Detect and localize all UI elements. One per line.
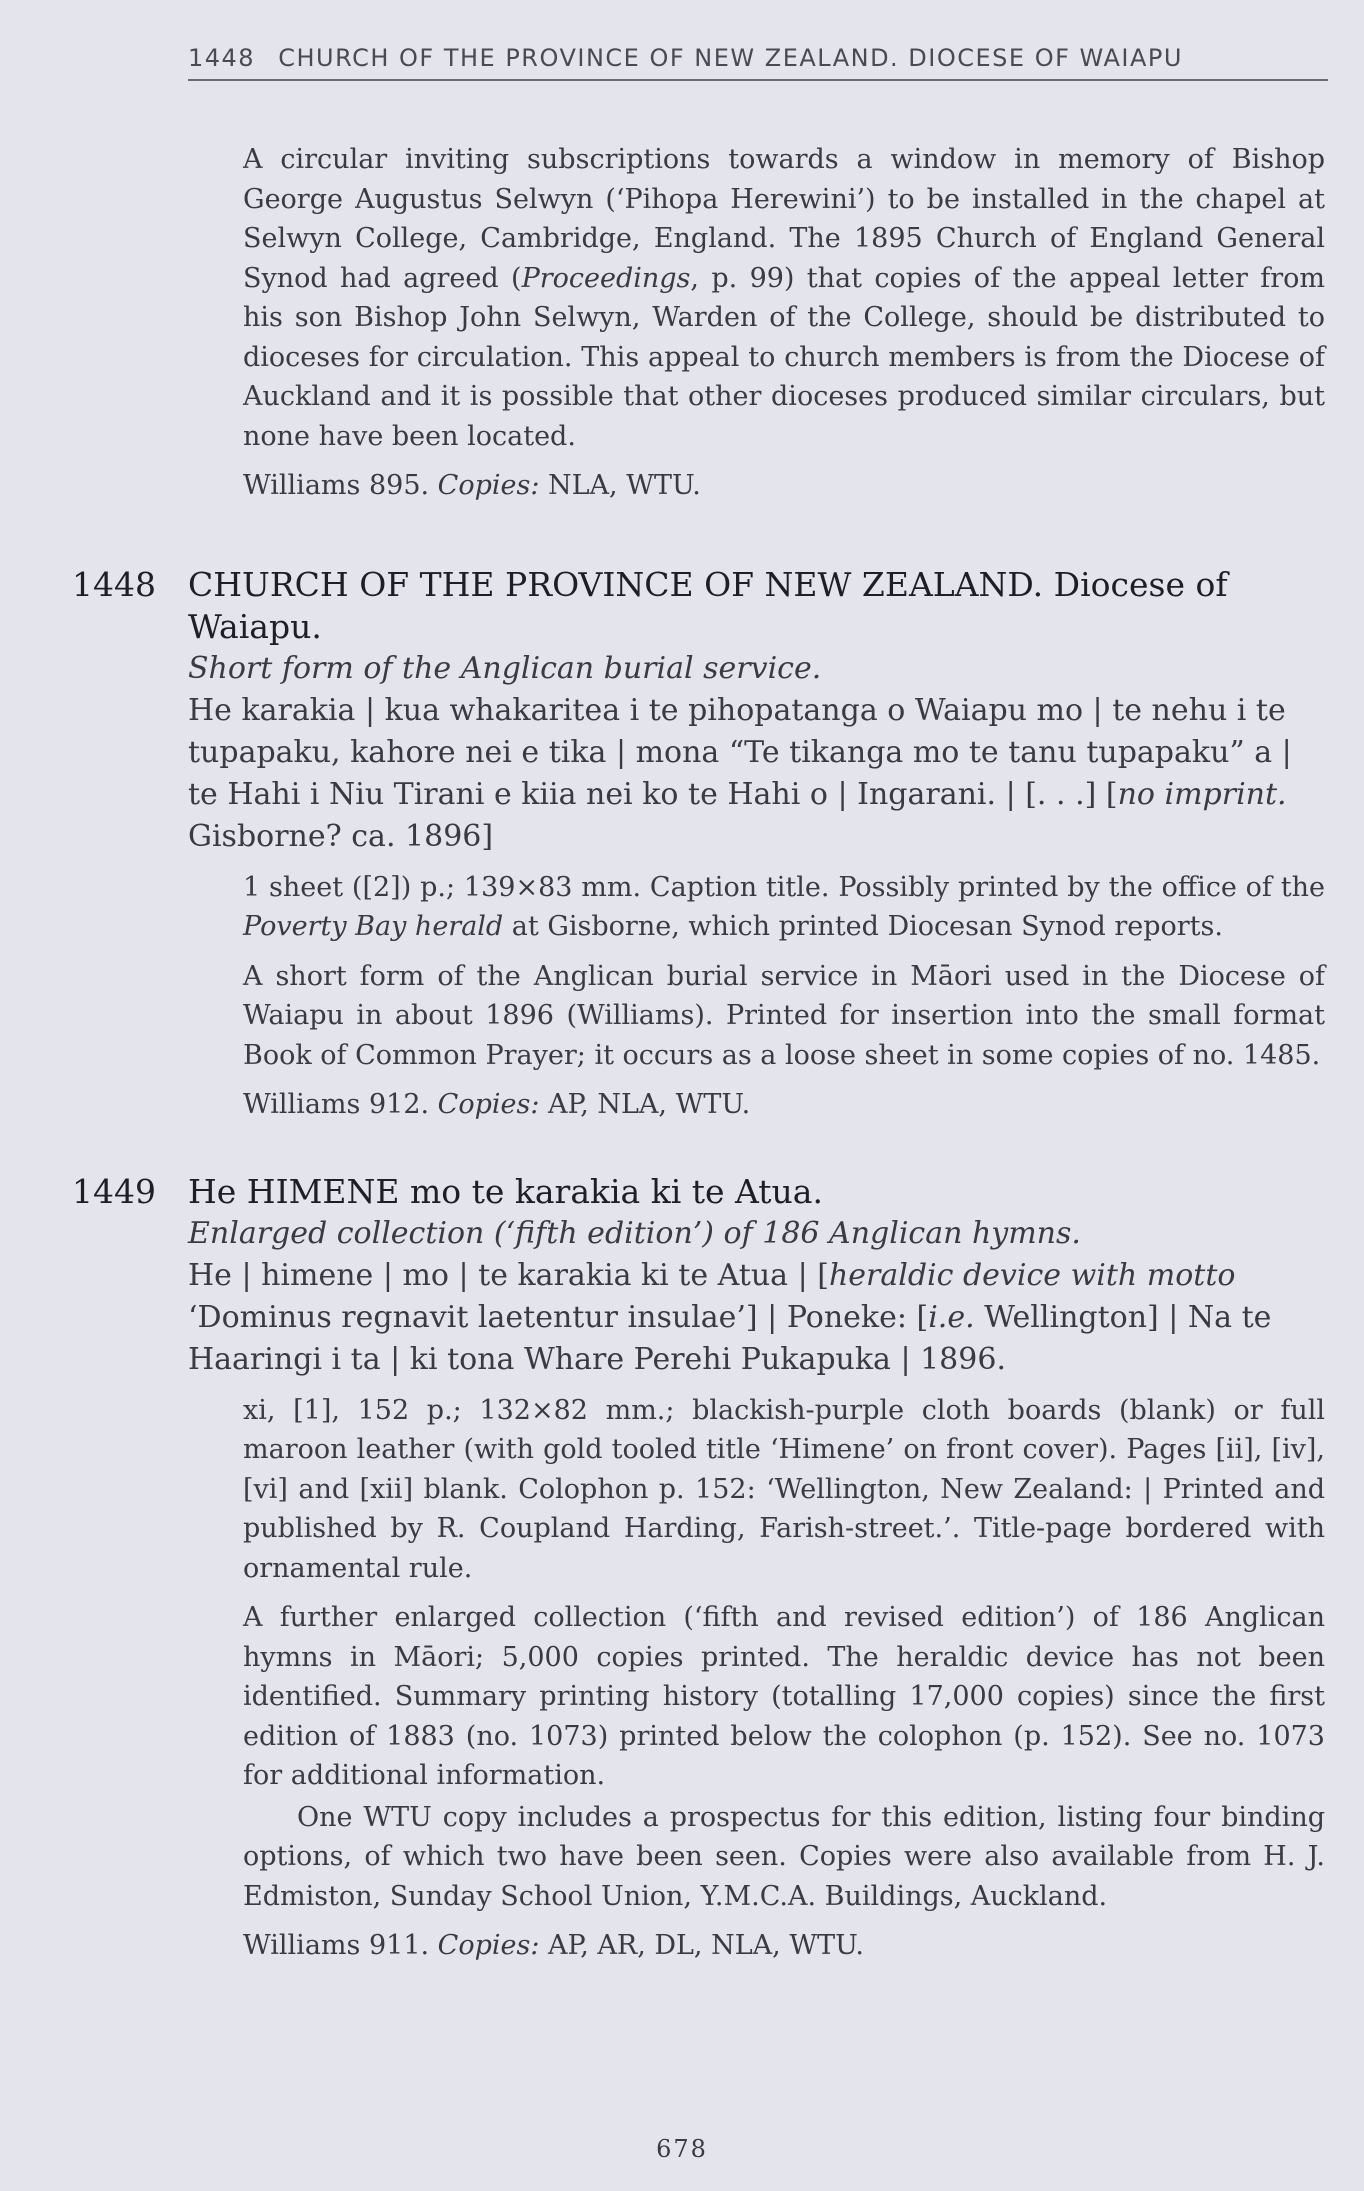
top-copies-label: Copies: — [437, 470, 540, 501]
top-copies-ref: Williams 895. — [243, 470, 438, 501]
note-text: 1 sheet ([2]) p.; 139×83 mm. Caption title. Possibly printed by the office of the — [243, 871, 1325, 903]
entry-title: He HIMENE mo te karakia ki te Atua. — [188, 1171, 823, 1211]
entry-1448 — [0, 564, 1364, 1125]
top-copies-holders: NLA, WTU. — [539, 470, 701, 501]
top-note — [243, 140, 1325, 456]
entry-copies-line — [243, 1085, 1325, 1125]
entry-prospectus-note: One WTU copy includes a prospectus for this edition, listing four binding options, of which two have been seen. Copies were also available from H. J. Edmiston, Sunday School Union, Y.M.C.A. Buildings, Auckland. — [243, 1801, 1325, 1912]
copies-ref: Williams 911. — [243, 1930, 438, 1961]
entry-1449 — [0, 1171, 1364, 1966]
entry-physical-note: xi, [1], 152 p.; 132×82 mm.; blackish-purple cloth boards (blank) or full maroon leather (with gold tooled title ‘Himene’ on front cover). Pages [ii], [iv], [vi] and [xii] blank. Colophon p. 152: ‘Wellington, New Zealand: | Printed and published by R. Coupland Harding, Farish-street.’. Title-page bordered with ornamental rule. — [243, 1394, 1325, 1584]
folio-page-number: 678 — [656, 2135, 708, 2163]
entry-subtitle: Short form of the Anglican burial service. — [188, 650, 822, 686]
running-head-page-number: 1448 — [188, 44, 256, 72]
running-head — [188, 44, 1328, 72]
header-rule — [188, 79, 1328, 81]
transcription-italic-ie: i.e. — [928, 1299, 975, 1335]
copies-holders: AP, NLA, WTU. — [539, 1089, 751, 1120]
entry-physical-note — [243, 868, 1325, 947]
transcription-text-end: Gisborne? ca. 1896] — [188, 818, 494, 854]
entry-subtitle: Enlarged collection (‘fifth edition’) of 186 Anglican hymns. — [188, 1215, 1081, 1251]
transcription-text-end: Wellington] | Na te Haaringi i ta | ki tona Whare Perehi Pukapuka | 1896. — [188, 1299, 1272, 1377]
transcription-text: He karakia | kua whakaritea i te pihopatanga o Waiapu mo | te nehu i te tupapaku, kahore nei e tika | mona “Te tikanga mo te tanu tupapaku” a | te Hahi i Niu Tirani e kiia nei ko te Hahi o | Ingarani. | [. . .] [ — [188, 692, 1292, 812]
entry-number: 1449 — [72, 1171, 156, 1211]
top-copies-line — [243, 466, 1325, 506]
running-head-title: CHURCH OF THE PROVINCE OF NEW ZEALAND. DIOCESE OF WAIAPU — [278, 44, 1183, 72]
transcription-italic: heraldic device with motto — [828, 1257, 1236, 1293]
entry-transcription — [188, 1255, 1325, 1381]
top-note-italic: Proceedings — [521, 262, 691, 294]
entry-title: CHURCH OF THE PROVINCE OF NEW ZEALAND. Diocese of Waiapu. — [188, 564, 1228, 646]
copies-holders: AP, AR, DL, NLA, WTU. — [539, 1930, 864, 1961]
entry-number: 1448 — [72, 564, 156, 604]
entry-content-note: A short form of the Anglican burial service in Māori used in the Diocese of Waiapu in about 1896 (Williams). Printed for insertion into the small format Book of Common Prayer; it occurs as a loose sheet in some copies of no. 1485. — [243, 960, 1325, 1071]
top-note-text-after: , p. 99) that copies of the appeal letter from his son Bishop John Selwyn, Warden of the College, should be distributed to dioceses for circulation. This appeal to church members is from the Diocese of Auckland and it is possible that other dioceses produced similar circulars, but none have been located. — [243, 262, 1325, 452]
copies-label: Copies: — [437, 1089, 540, 1120]
entry-transcription — [188, 690, 1325, 858]
entry-content-note: A further enlarged collection (‘fifth and revised edition’) of 186 Anglican hymns in Māori; 5,000 copies printed. The heraldic device has not been identified. Summary printing history (totalling 17,000 copies) since the first edition of 1883 (no. 1073) printed below the colophon (p. 152). See no. 1073 for additional information. — [243, 1602, 1325, 1791]
note-italic: Poverty Bay herald — [243, 911, 504, 942]
transcription-text-mid: ‘Dominus regnavit laetentur insulae’] | Poneke: [ — [188, 1299, 929, 1335]
page-content — [0, 140, 1364, 1966]
transcription-text: He | himene | mo | te karakia ki te Atua | [ — [188, 1257, 829, 1293]
note-text-end: at Gisborne, which printed Diocesan Synod reports. — [503, 911, 1223, 942]
top-note-text: A circular inviting subscriptions towards a window in memory of Bishop George Augustus Selwyn (‘Pihopa Herewini’) to be installed in the chapel at Selwyn College, Cambridge, England. The 1895 Church of England General Synod had agreed ( — [243, 144, 1325, 294]
copies-label: Copies: — [437, 1930, 540, 1961]
copies-ref: Williams 912. — [243, 1089, 438, 1120]
transcription-italic: no imprint. — [1117, 776, 1287, 812]
entry-copies-line — [243, 1926, 1325, 1966]
